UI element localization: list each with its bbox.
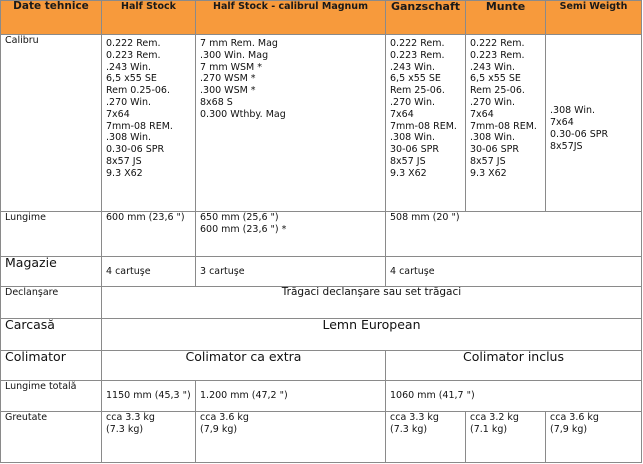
row-calibru [1, 35, 642, 212]
list-item: .243 Win. [390, 61, 436, 73]
calibru-half-stock [102, 35, 196, 212]
calibru-ganzschaft [386, 35, 466, 212]
list-item: .270 Win. [390, 96, 436, 108]
greutate-munte [466, 411, 546, 462]
list-item: (7,9 kg) [200, 423, 238, 435]
list-item: 0.222 Rem. [106, 38, 161, 49]
list-item: 9.3 X62 [470, 167, 507, 179]
list-item: 7x64 [106, 108, 130, 120]
list-item: cca 3.3 kg [390, 411, 439, 423]
list-item: .243 Win. [470, 61, 516, 73]
magazie-magnum: 3 cartuşe [196, 256, 386, 287]
list-item: 8x57 JS [470, 155, 506, 167]
label-declansare: Declanşare [1, 287, 102, 319]
label-colimator: Colimator [1, 350, 102, 381]
greutate-magnum [196, 411, 386, 462]
list-item: Rem 0.25-06. [106, 85, 170, 97]
calibru-semi-weigth [546, 35, 642, 212]
list-item: cca 3.6 kg [200, 411, 249, 423]
lungime-magnum [196, 211, 386, 256]
list-item: 7mm-08 REM. [106, 120, 173, 132]
list-item: 7x64 [470, 108, 494, 120]
row-greutate [1, 411, 642, 462]
list-item: 8x57 JS [106, 155, 142, 167]
label-magazie: Magazie [1, 256, 102, 287]
header-half-stock-magnum: Half Stock - calibrul Magnum [196, 1, 386, 35]
list-item: cca 3.6 kg [550, 411, 599, 423]
list-item: 9.3 X62 [106, 167, 143, 179]
list-item: Rem 25-06. [470, 85, 525, 97]
list-item: .300 Win. Mag [200, 49, 269, 61]
list-item: 9.3 X62 [390, 167, 427, 179]
list-item: 0.222 Rem. [390, 38, 445, 49]
label-calibru: Calibru [1, 35, 102, 212]
calibru-magnum [196, 35, 386, 212]
label-lungime: Lungime [1, 211, 102, 256]
label-carcasa: Carcasă [1, 318, 102, 350]
list-item: .308 Win. [550, 105, 596, 117]
greutate-semi-weigth [546, 411, 642, 462]
list-item: 0.222 Rem. [470, 38, 525, 49]
list-item: Rem 25-06. [390, 85, 445, 97]
header-row [1, 1, 642, 35]
list-item: 30-06 SPR [390, 144, 439, 156]
lungime-magnum-1: 650 mm (25,6 ") [200, 211, 279, 223]
magazie-half-stock: 4 cartuşe [102, 256, 196, 287]
header-munte: Munte [466, 1, 546, 35]
list-item: (7.3 kg) [106, 423, 144, 435]
list-item: 7mm-08 REM. [390, 120, 457, 132]
list-item: .300 WSM * [200, 85, 256, 97]
row-colimator [1, 350, 642, 381]
declansare-value: Trăgaci declanşare sau set trăgaci [102, 287, 642, 319]
list-item: .308 Win. [390, 132, 436, 144]
list-item: .270 Win. [106, 96, 152, 108]
label-lungime-totala: Lungime totală [1, 381, 102, 412]
list-item: 0.30-06 SPR [550, 128, 609, 140]
list-item: .243 Win. [106, 61, 152, 73]
list-item: 6,5 x55 SE [470, 73, 521, 85]
list-item: 0.30-06 SPR [106, 144, 165, 156]
row-magazie [1, 256, 642, 287]
list-item: 7mm-08 REM. [470, 120, 537, 132]
list-item: 0.223 Rem. [470, 49, 525, 61]
list-item: (7.1 kg) [470, 423, 508, 435]
list-item: 0.300 Wthby. Mag [200, 108, 286, 120]
label-greutate: Greutate [1, 411, 102, 462]
lungime-totala-rest: 1060 mm (41,7 ") [386, 381, 642, 412]
list-item: .270 Win. [470, 96, 516, 108]
list-item: cca 3.3 kg [106, 411, 155, 423]
carcasa-value: Lemn European [102, 318, 642, 350]
header-semi-weigth: Semi Weigth [546, 1, 642, 35]
list-item: .270 WSM * [200, 73, 256, 85]
row-declansare [1, 287, 642, 319]
row-lungime [1, 211, 642, 256]
row-carcasa [1, 318, 642, 350]
list-item: .308 Win. [470, 132, 516, 144]
list-item: 0.223 Rem. [106, 49, 161, 61]
lungime-totala-magnum: 1.200 mm (47,2 ") [196, 381, 386, 412]
list-item: .308 Win. [106, 132, 152, 144]
colimator-inclus: Colimator inclus [386, 350, 642, 381]
row-lungime-totala [1, 381, 642, 412]
list-item: 30-06 SPR [470, 144, 519, 156]
list-item: (7,9 kg) [550, 423, 588, 435]
list-item: 0.223 Rem. [390, 49, 445, 61]
colimator-extra: Colimator ca extra [102, 350, 386, 381]
list-item: 8x57JS [550, 140, 583, 152]
list-item: cca 3.2 kg [470, 411, 519, 423]
magazie-rest: 4 cartuşe [386, 256, 642, 287]
header-ganzschaft: Ganzschaft [386, 1, 466, 35]
list-item: 7x64 [550, 117, 574, 129]
lungime-magnum-2: 600 mm (23,6 ") * [200, 223, 287, 235]
header-half-stock: Half Stock [102, 1, 196, 35]
list-item: (7.3 kg) [390, 423, 428, 435]
list-item: 7 mm WSM * [200, 61, 262, 73]
list-item: 7 mm Rem. Mag [200, 38, 278, 49]
list-item: 7x64 [390, 108, 414, 120]
header-date-tehnice: Date tehnice [1, 1, 102, 35]
list-item: 6,5 x55 SE [390, 73, 441, 85]
greutate-half-stock [102, 411, 196, 462]
list-item: 8x68 S [200, 96, 233, 108]
greutate-ganzschaft [386, 411, 466, 462]
lungime-rest: 508 mm (20 ") [386, 211, 642, 256]
lungime-half-stock: 600 mm (23,6 ") [102, 211, 196, 256]
lungime-totala-half-stock: 1150 mm (45,3 ") [102, 381, 196, 412]
list-item: 8x57 JS [390, 155, 426, 167]
list-item: 6,5 x55 SE [106, 73, 157, 85]
calibru-munte [466, 35, 546, 212]
